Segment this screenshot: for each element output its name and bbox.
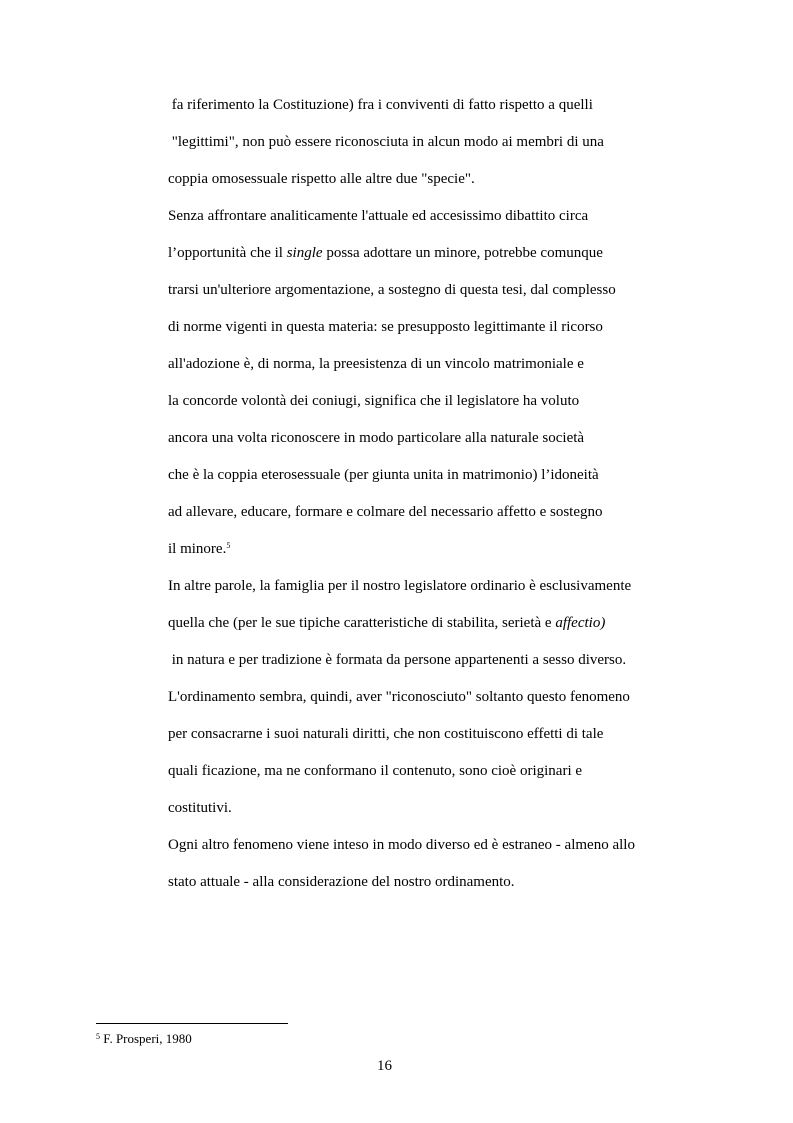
text-span: quella che (per le sue tipiche caratteristiche di stabilita, serietà e xyxy=(168,615,556,631)
body-text-line: Ogni altro fenomeno viene inteso in modo diverso ed è estraneo - almeno allo xyxy=(168,837,635,853)
body-text-line: trarsi un'ulteriore argomentazione, a sostegno di questa tesi, dal complesso xyxy=(168,282,616,298)
text-span: l’opportunità che il xyxy=(168,245,287,261)
text-span: il minore. xyxy=(168,541,227,557)
page-number: 16 xyxy=(377,1058,392,1074)
footnote xyxy=(96,1031,192,1047)
body-text-line: ancora una volta riconoscere in modo particolare alla naturale società xyxy=(168,430,585,446)
body-text-line: all'adozione è, di norma, la preesistenza di un vincolo matrimoniale e xyxy=(168,356,584,372)
body-text-line: in natura e per tradizione è formata da persone appartenenti a sesso diverso. xyxy=(168,652,627,668)
body-text-line: stato attuale - alla considerazione del nostro ordinamento. xyxy=(168,874,515,890)
body-text-line: la concorde volontà dei coniugi, significa che il legislatore ha voluto xyxy=(168,393,580,409)
body-text-line: fa riferimento la Costituzione) fra i conviventi di fatto rispetto a quelli xyxy=(168,97,593,113)
body-text-line: "legittimi", non può essere riconosciuta in alcun modo ai membri di una xyxy=(168,134,604,150)
footnote-text: F. Prosperi, 1980 xyxy=(100,1031,192,1046)
body-text-line xyxy=(168,244,603,262)
body-text-line: coppia omosessuale rispetto alle altre due "specie". xyxy=(168,171,475,187)
body-text-line: quali ficazione, ma ne conformano il contenuto, sono cioè originari e xyxy=(168,763,583,779)
text-span: possa adottare un minore, potrebbe comunque xyxy=(322,245,603,261)
body-text-line: ad allevare, educare, formare e colmare del necessario affetto e sostegno xyxy=(168,504,603,520)
footnote-separator xyxy=(96,1023,288,1024)
emphasis-text: single xyxy=(286,245,323,261)
body-text-line: costitutivi. xyxy=(168,800,232,816)
emphasis-text: affectio) xyxy=(555,615,606,631)
body-text-line: che è la coppia eterosessuale (per giunta unita in matrimonio) l’idoneità xyxy=(168,467,599,483)
body-text-line: L'ordinamento sembra, quindi, aver "riconosciuto" soltanto questo fenomeno xyxy=(168,689,630,705)
body-text-line: In altre parole, la famiglia per il nostro legislatore ordinario è esclusivamente xyxy=(168,578,632,594)
footnote-reference[interactable]: 5 xyxy=(226,541,231,550)
body-text-line xyxy=(168,540,230,558)
body-text-line: Senza affrontare analiticamente l'attuale ed accesissimo dibattito circa xyxy=(168,208,589,224)
footnote-number: 5 xyxy=(96,1032,100,1041)
body-text-line: di norme vigenti in questa materia: se presupposto legittimante il ricorso xyxy=(168,319,603,335)
body-text-line: per consacrarne i suoi naturali diritti, che non costituiscono effetti di tale xyxy=(168,726,604,742)
body-text-line xyxy=(168,614,605,632)
